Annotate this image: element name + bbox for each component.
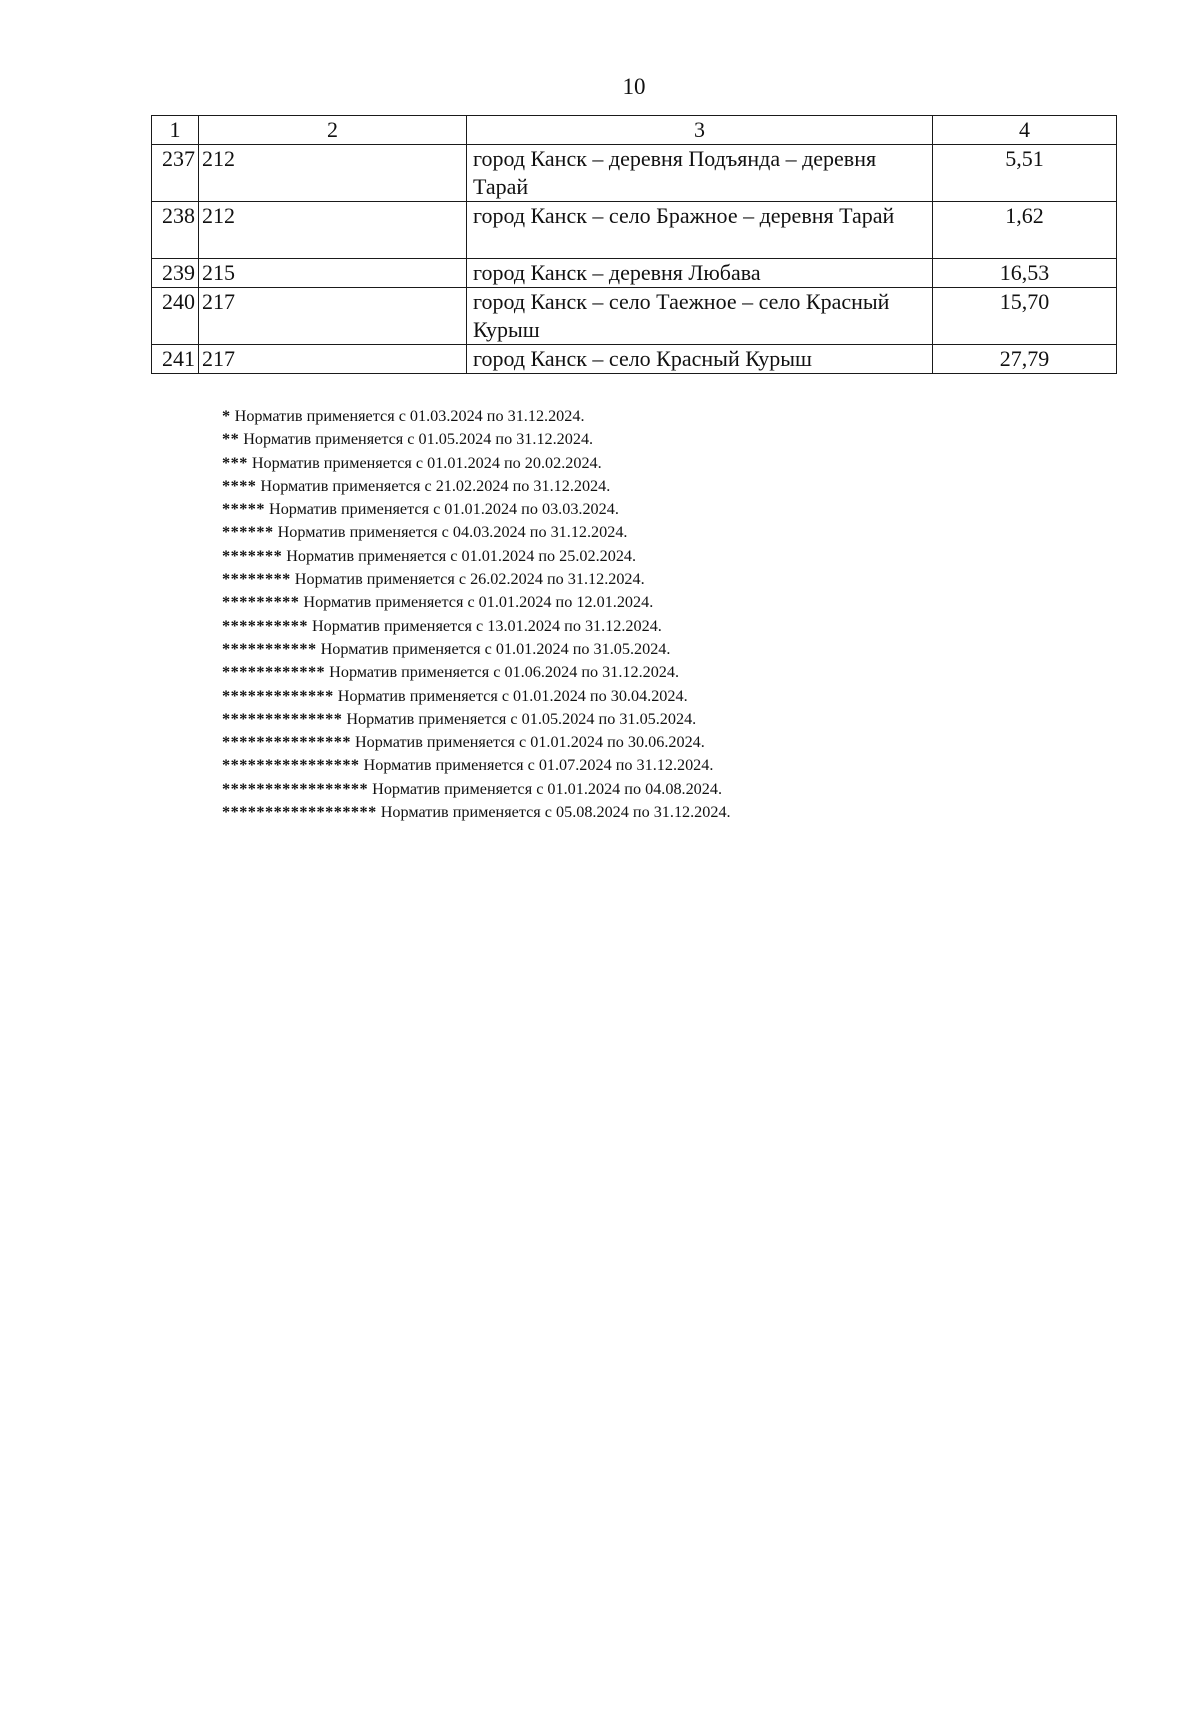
footnote-marker: * (222, 407, 231, 425)
table-row (152, 259, 1117, 288)
table-row (152, 145, 1117, 202)
footnote-text: Норматив применяется с 01.01.2024 по 04.08.2024. (372, 779, 723, 798)
footnote-text: Норматив применяется с 01.01.2024 по 20.02.2024. (251, 453, 602, 472)
footnote (222, 498, 731, 521)
table-row (152, 288, 1117, 345)
route-code: 217 (199, 345, 467, 374)
footnote-marker: ****************** (222, 803, 377, 822)
footnote-marker: ****** (222, 523, 274, 542)
footnotes-list (222, 405, 731, 824)
footnote (222, 545, 731, 568)
footnote (222, 731, 731, 754)
footnote-text: Норматив применяется с 01.06.2024 по 31.12.2024. (329, 663, 680, 682)
norm-value: 5,51 (933, 145, 1117, 202)
norm-table (151, 115, 1117, 374)
route-name: город Канск – село Красный Курыш (467, 345, 933, 374)
footnote (222, 521, 731, 544)
norm-value: 16,53 (933, 259, 1117, 288)
footnote-text: Норматив применяется с 01.05.2024 по 31.12.2024. (243, 430, 594, 449)
footnote-marker: ******** (222, 570, 291, 589)
footnote-marker: **** (222, 476, 257, 495)
row-number: 240 (152, 288, 199, 345)
footnote-text: Норматив применяется с 01.03.2024 по 31.12.2024. (234, 407, 585, 425)
norm-value: 1,62 (933, 202, 1117, 259)
footnote-text: Норматив применяется с 04.03.2024 по 31.12.2024. (277, 523, 628, 542)
footnote (222, 638, 731, 661)
footnote (222, 428, 731, 451)
footnote-marker: ********* (222, 593, 300, 612)
column-header: 1 (152, 116, 199, 145)
table-header-row (152, 116, 1117, 145)
footnote-text: Норматив применяется с 26.02.2024 по 31.12.2024. (294, 570, 645, 589)
route-code: 217 (199, 288, 467, 345)
footnote (222, 661, 731, 684)
footnote-marker: ********** (222, 616, 308, 635)
footnote-marker: ** (222, 430, 240, 449)
footnote-text: Норматив применяется с 21.02.2024 по 31.12.2024. (260, 476, 611, 495)
footnote-marker: *********** (222, 639, 317, 658)
footnote-marker: **************** (222, 756, 360, 775)
footnote (222, 405, 731, 428)
footnote (222, 801, 731, 824)
footnote-marker: *************** (222, 733, 351, 752)
row-number: 239 (152, 259, 199, 288)
route-name: город Канск – село Бражное – деревня Тарай (467, 202, 933, 259)
footnote (222, 778, 731, 801)
footnote-marker: ************** (222, 709, 343, 728)
row-number: 238 (152, 202, 199, 259)
footnote-text: Норматив применяется с 01.01.2024 по 30.06.2024. (354, 733, 705, 752)
page-number: 10 (622, 74, 646, 99)
footnote-marker: ***** (222, 500, 265, 519)
column-header: 3 (467, 116, 933, 145)
norm-value: 27,79 (933, 345, 1117, 374)
footnote (222, 475, 731, 498)
column-header: 4 (933, 116, 1117, 145)
footnote (222, 452, 731, 475)
row-number: 241 (152, 345, 199, 374)
footnote-text: Норматив применяется с 01.05.2024 по 31.05.2024. (346, 709, 697, 728)
route-code: 212 (199, 145, 467, 202)
route-name: город Канск – село Таежное – село Красный Курыш (467, 288, 933, 345)
footnote-text: Норматив применяется с 01.01.2024 по 25.02.2024. (286, 546, 637, 565)
footnote-text: Норматив применяется с 01.07.2024 по 31.12.2024. (363, 756, 714, 775)
row-number: 237 (152, 145, 199, 202)
route-name: город Канск – деревня Любава (467, 259, 933, 288)
footnote (222, 591, 731, 614)
footnote-text: Норматив применяется с 01.01.2024 по 30.04.2024. (337, 686, 688, 705)
route-code: 215 (199, 259, 467, 288)
footnote (222, 615, 731, 638)
footnote (222, 685, 731, 708)
route-name: город Канск – деревня Подъянда – деревня Тарай (467, 145, 933, 202)
footnote-text: Норматив применяется с 01.01.2024 по 12.01.2024. (303, 593, 654, 612)
table-row (152, 345, 1117, 374)
column-header: 2 (199, 116, 467, 145)
norm-value: 15,70 (933, 288, 1117, 345)
footnote-marker: ************ (222, 663, 326, 682)
route-code: 212 (199, 202, 467, 259)
table-row (152, 202, 1117, 259)
footnote-marker: *** (222, 453, 248, 472)
footnote-text: Норматив применяется с 05.08.2024 по 31.12.2024. (380, 803, 731, 822)
footnote (222, 568, 731, 591)
footnote-marker: ***************** (222, 779, 369, 798)
footnote-marker: ************* (222, 686, 334, 705)
footnote (222, 708, 731, 731)
footnote-text: Норматив применяется с 01.01.2024 по 31.05.2024. (320, 639, 671, 658)
footnote-marker: ******* (222, 546, 283, 565)
footnote-text: Норматив применяется с 01.01.2024 по 03.03.2024. (269, 500, 619, 519)
footnote-text: Норматив применяется с 13.01.2024 по 31.12.2024. (311, 616, 662, 635)
footnote (222, 754, 731, 777)
